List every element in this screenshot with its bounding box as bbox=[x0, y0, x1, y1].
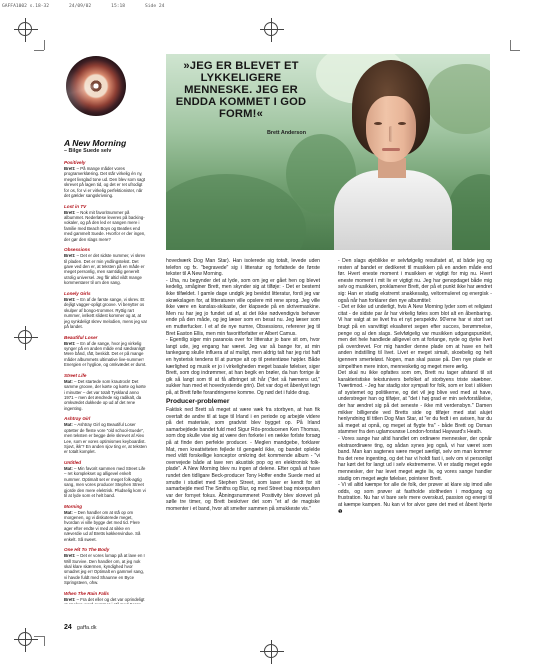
article-paragraph: Det skal nu ikke opfattes som om, Brett nu tager afstand til sit karakteristiske tekstunivers befolket af storbyens triste skæbner. Tværtimod. - Jeg har stadig stor sympati for folk, som er lost i slikken af systemet og politikerne, og det vil jeg blive ved med at have, understreger han og tilføjer, at "det i høj grad er min selvforstålelse, der har ændret sig på det seneste - ikke mit verdensbyn." Damen mikker billigende ved Bretts side og tilføjer med stat alujet henlyndning til titlen Dog Man Star, at "er du fedt i en avisen, har du så meget at opnå, og meget at flygte fra" - både Brett og Osman stammer fra den uglamourøse London-forstad Hayward's Heath. bbox=[338, 370, 492, 436]
track-speaker: Brett: bbox=[64, 166, 76, 171]
registration-mark-icon bbox=[264, 22, 278, 36]
article-paragraph: Faktisk ned Brett så meget at være væk fra storbyen, at han fik overtalt de andre til at tage til Irland i en periode og arbejde videre på det materiale, som gradvist blev bygget op. På Irland samarbejdede bandet fuld med Sigur Rós-producenen Ken Thomas, som dog skulle vise sig at være den forkete i en række forlste forsøg på at finde den perfekte producer. - Meglen mandgebe, forklarer Mat, men kreativiteten fejlede til gengæld ikke, og bandet oplelde med vildt forskellige konceptor omkring det kommende album - "vi overvejede både at lave ren akustisk pop og en elektronisk folk-plade". A New Morning blev nu ingen af delene. Efter også at have rundet den tidligare Beck-producer Tony Hoffer endte Suede med at smutte i studiet med Stephen Street, som laser er kendt for sit samarbejde med The Smiths og Blur, og med Street bag mixerpulten var der fornyet fokus. Åbningsnummeret Positivity blev skrevet på sølle tre timer, og Brett beskriver det som "et af de magiske momenter i et band, hvor alt smelter sammen på smukkeste vis." bbox=[166, 407, 320, 512]
track-text bbox=[64, 341, 148, 368]
track-item bbox=[64, 204, 148, 242]
article-paragraph: - Det er ikke ud underligt, hvis A New Morning lyder som et religiøst citat - de sidste par år har virkelig føles som blot alt en åbenbaring. Vi har valgt at se livet fra et nyt perspektiv. 90'erne har vi stort set brugt på en vanvittigt eksalteret segen efter succes, berømmelse, penge og al den slags. Selvfølgelig var musikken udgangspunktet, men det hele handlede alligevel om at forlange, nyde og dyrke livet på overdrevet. For mig handler denne plade om at have en helt anden indstilling til livet. Livet er meget simalt, skoebelig og helt igennem smerteløst. Nogen, man skal passe på. Den nye plade er simpelthen mere inton, mennesketig og meget mere ærlig. bbox=[338, 304, 492, 370]
eye bbox=[398, 122, 406, 125]
track-item bbox=[64, 504, 148, 542]
registration-mark-icon bbox=[18, 632, 32, 646]
track-item bbox=[64, 160, 148, 198]
track-text bbox=[64, 210, 148, 242]
track-comment: – Fra det eller og det var oprindeligt bbox=[76, 596, 145, 602]
track-speaker: Mat: bbox=[64, 378, 73, 384]
track-speaker: Brett: bbox=[64, 553, 76, 559]
track-comment: – Den handler om at stå op om morgenen, og vi diskuterede meget, hvordan vi ville bygge det med tid. Flere ager efter endte vi med at sikke en næverdie ud af Bretts køkkenvindue. Så enkelt. Så sweet. bbox=[64, 509, 141, 542]
pull-quote-box bbox=[172, 60, 310, 136]
album-subtitle: – Bilge Suede selv bbox=[64, 148, 112, 154]
crop-mark bbox=[34, 50, 44, 51]
track-title: Untitled bbox=[64, 459, 82, 465]
track-comment: – Ashtray Girl og Beautiful Loser optetter de fleste vore "old school-Suede", men teksten er begge dele skrevet af Alex Lee, som er vores optimismes keyboardist. Sjovt, ikk'? En anden sjov ting er, at teksten er totalt komplet. bbox=[64, 422, 147, 455]
crop-mark bbox=[34, 636, 44, 637]
album-title: A New Morning bbox=[64, 138, 127, 148]
track-text bbox=[64, 379, 148, 411]
track-text bbox=[64, 297, 148, 329]
article-paragraph: hovedværk Dog Man Star). Han isolerede sig totalt, levede uden telefon og fx. "begravede" sig i litteratur og forfattede de første tekster til A New Morning. bbox=[166, 258, 320, 278]
track-speaker: Brett: bbox=[64, 253, 76, 259]
track-text bbox=[64, 422, 148, 454]
portrait-photo bbox=[166, 54, 490, 250]
track-title: Lost in TV bbox=[64, 203, 87, 209]
article-paragraph: - Den slags øjeblikke er selvfølgelig resultatet af, at både jeg og resten af bandet er dedikeret til musikken på en anden måde end før. Hvert eneste moment i musikken er vigtigt for mig nu. Hvert eneste moment i mit liv er vigtigt nu. Jeg har genopdaget både mig selv og musikken, proklamerer Brett, der på et punkt ikke har ændret sig: Han er stadig ekstremt snakkesalig, veltormuleret og energisk - også når han forklarer den nye albumtitel: bbox=[338, 258, 492, 304]
foliage bbox=[166, 174, 306, 250]
track-item bbox=[64, 373, 148, 411]
track-text bbox=[64, 166, 148, 198]
crop-mark bbox=[44, 40, 45, 50]
track-title: Street Life bbox=[64, 372, 87, 378]
crop-mark bbox=[44, 636, 45, 646]
track-speaker: Brett: bbox=[64, 209, 76, 215]
track-comment: – Det er det sidste nummer, vi skrev til pladen. Det er min yndlingstekst. Det gave ved den er, at teksten på en måde er meget personlig, men samtidig generelt utrolig universel. Jeg får altid vildt mange kommentarer til om den sang. bbox=[64, 253, 146, 286]
shirt bbox=[334, 170, 452, 250]
track-title: Lonely Girls bbox=[64, 290, 91, 296]
track-title: When The Rain Falls bbox=[64, 590, 109, 596]
track-speaker: Mat: bbox=[64, 465, 73, 471]
cd-disc-image bbox=[66, 56, 126, 116]
track-title: Morning bbox=[64, 503, 83, 509]
track-list bbox=[64, 160, 148, 604]
registration-mark-icon bbox=[18, 330, 32, 344]
track-title: Obsessions bbox=[64, 247, 91, 253]
track-text bbox=[64, 253, 148, 285]
crop-mark bbox=[510, 40, 511, 50]
track-speaker: Brett: bbox=[64, 296, 76, 302]
track-comment: – En af de første sange, vi skrev. Et dejligt vagger-opligt groove. Vi benytter os skulper af bongo-trommer. Ryttig rart nummer, ivrikett slidest kommer og at, at jeg synkdeligt skrev melodien, mens jeg var på landet. bbox=[64, 296, 148, 329]
brett-anderson-figure bbox=[316, 58, 466, 250]
registration-mark-icon bbox=[18, 22, 32, 36]
article-paragraph: - Vi vil altid kæmpe for alle de folk, der prøver at klare sig imod alle odds, og som prøver at fastholde stoltheden i modgang og frustration. Nu har vi bare selv mere overskud, passion og energi til at kæmpe kampen. Nu kan vi for alvor gøre det med et åbent hjerte ❶ bbox=[338, 482, 492, 515]
page-number: 24 bbox=[64, 624, 72, 631]
crop-mark bbox=[510, 50, 520, 51]
track-text bbox=[64, 510, 148, 542]
eye bbox=[374, 122, 382, 125]
page-footer bbox=[64, 624, 97, 631]
album-sidebar bbox=[64, 54, 148, 604]
article-paragraph: - Vores sange har altid handlet om ordinære mennesker, der opnår ekstraordinære ting, og sådan synes jeg også, vi har været som band. Man kan sagtenes være meget særligt, selv om man kommer fra det rene ingenting, og det har vi holdt fast i, selv om vi personligt har kørt det for langt ud i selv ekstremerne. Vi er stadig meget egde mennesker, der har levet meget ægte liv, og vores sange handler stadig om meget ægte følelser, pointerer Brett. bbox=[338, 436, 492, 482]
track-item bbox=[64, 247, 148, 285]
article-column-2 bbox=[338, 258, 492, 658]
track-text bbox=[64, 597, 148, 604]
nose bbox=[389, 126, 393, 142]
track-speaker: Brett: bbox=[64, 596, 76, 602]
site-url: gaffa.dk bbox=[76, 625, 97, 631]
article-paragraph: - Uha, nu begynder det at lyde, som om jeg er gået hen og blevet kedelig, småginer Brett, men skynder sig at tilføje: - Det er bestemt ikke tilfældet. I gamle dage undgik jeg bevidst litteratur, fordi jeg var skrækslagen for, at litteraturen ville opslere mit rene sprog. Jeg ville ikke være en kanslas-skikaste, der klapsede på en skrivemaskine. Men nu har jeg jo fundet ud af, at det ikke nødvendigvis behøver ende på den måde, og jeg læser som en besat nu. Jeg læser som en mutterfucker. I et af de nye numre, Obsessions, refererer jeg til Bret Easton Ellis, men min favoritforfatter er Albert Camus. bbox=[166, 277, 320, 337]
track-comment: – Det er vores lomap på at lave en I Will Survive. Den handler om, at jeg nok skal klare skærmen, kyndighed hvor smadret jeg er! Optimalt en gammel sang, vi havde fuldt med Shaunne en Byce Springsteen, ohw. bbox=[64, 553, 145, 586]
track-text bbox=[64, 553, 148, 585]
track-item bbox=[64, 591, 148, 604]
slug-side: Side 24 bbox=[145, 4, 165, 9]
track-item bbox=[64, 416, 148, 454]
track-speaker: Mat: bbox=[64, 422, 73, 428]
slug-file: GAFFA1002 s.18-32 bbox=[2, 4, 50, 9]
track-speaker: Brett: bbox=[64, 340, 76, 346]
track-text bbox=[64, 466, 148, 498]
track-comment: – Min favorit sammen med Street Life – ret komplekset og alligevel enkelt nummer. Optimalt set er meget folk-agtig sang, men vores producer Stephen Street gjorde den mere elektrisk. Pludselig kom vi til at lyde som et helt band. bbox=[64, 465, 146, 498]
track-title: Ashtray Girl bbox=[64, 416, 91, 422]
track-item bbox=[64, 460, 148, 498]
slug-date: 24/09/02 bbox=[69, 4, 92, 9]
track-title: Beautiful Loser bbox=[64, 334, 98, 340]
track-item bbox=[64, 335, 148, 368]
track-title: Positively bbox=[64, 160, 86, 165]
pull-quote-attribution: Brett Anderson bbox=[266, 130, 306, 136]
track-comment: – Det startede som krautrock! Det samme groove, der kørte og kørte og kørte i minutter – det var totalt Tyskland anno 1971 – men det ændrede sig radikalt, da omkvædet dukkede op ud af det rene ingenting. bbox=[64, 378, 146, 411]
track-comment: – Nok mit favoritnummer på albummet. Nederlæse leveres på backing-vokaler, og på den led er sangen mere i familie med Beach Boys og Beatles end med gammelt Suede. Hvorfor er der ingen, der gør den slags mere? bbox=[64, 209, 146, 242]
pull-quote: »JEG ER BLEVET ET LYKKELIGERE MENNESKE. JEG ER ENDDA KOMMET I GOD FORM!« bbox=[175, 60, 307, 120]
track-title: One Hit To The Body bbox=[64, 547, 110, 553]
article-subheading: Producer-problemer bbox=[166, 398, 230, 406]
article-column-1 bbox=[166, 258, 320, 658]
track-item bbox=[64, 547, 148, 585]
slug-time: 15:18 bbox=[111, 4, 126, 9]
print-slug bbox=[2, 4, 538, 12]
article-paragraph: - Egentlig siger min paranoia over for litteratur jo bare sit om, hvor langt ude, jeg engang har været. Jeg var så bange for, at min tankegang skulle influera af al muligt, men aldrig talt har jeg rist haft en hysterisk tendens til at pumpe alt op til pretentiøse højder. Både kærlighed og musik er jo i virkeligheden meget basale følelser, siger Brett, som dog indrømmer, at han begik en brøler, da han forrige år gik så langt som til at få afbringet sit hår ("det så hæmens ud," sukker han med et hovedrystende grin). Det var dog et åbenlyst tegn på, at Brett følte forandringerne komme. Og nød det i fulde drag. bbox=[166, 337, 320, 396]
track-item bbox=[64, 291, 148, 329]
track-speaker: Mat: bbox=[64, 509, 73, 515]
mouth bbox=[382, 148, 400, 151]
track-comment: – En af de sange, hvor jeg virkelig synger på en anden måde end sædvanligt! Mere bånd, rått, beskidt. Det er på mange måder albummets ultimative live-nummer! Energien er hyglioe, og omkvædet er dumt. bbox=[64, 340, 147, 368]
track-comment: – På mange måder vores programerklæring. Det står virkelig én ny, meget livsglad tone ud. Den blev som sagt skrevet på lagen tid, og det er ret ufrodigt for os, for vi er virkelig perfektionister, når det gælder sangskrivning. bbox=[64, 166, 145, 199]
